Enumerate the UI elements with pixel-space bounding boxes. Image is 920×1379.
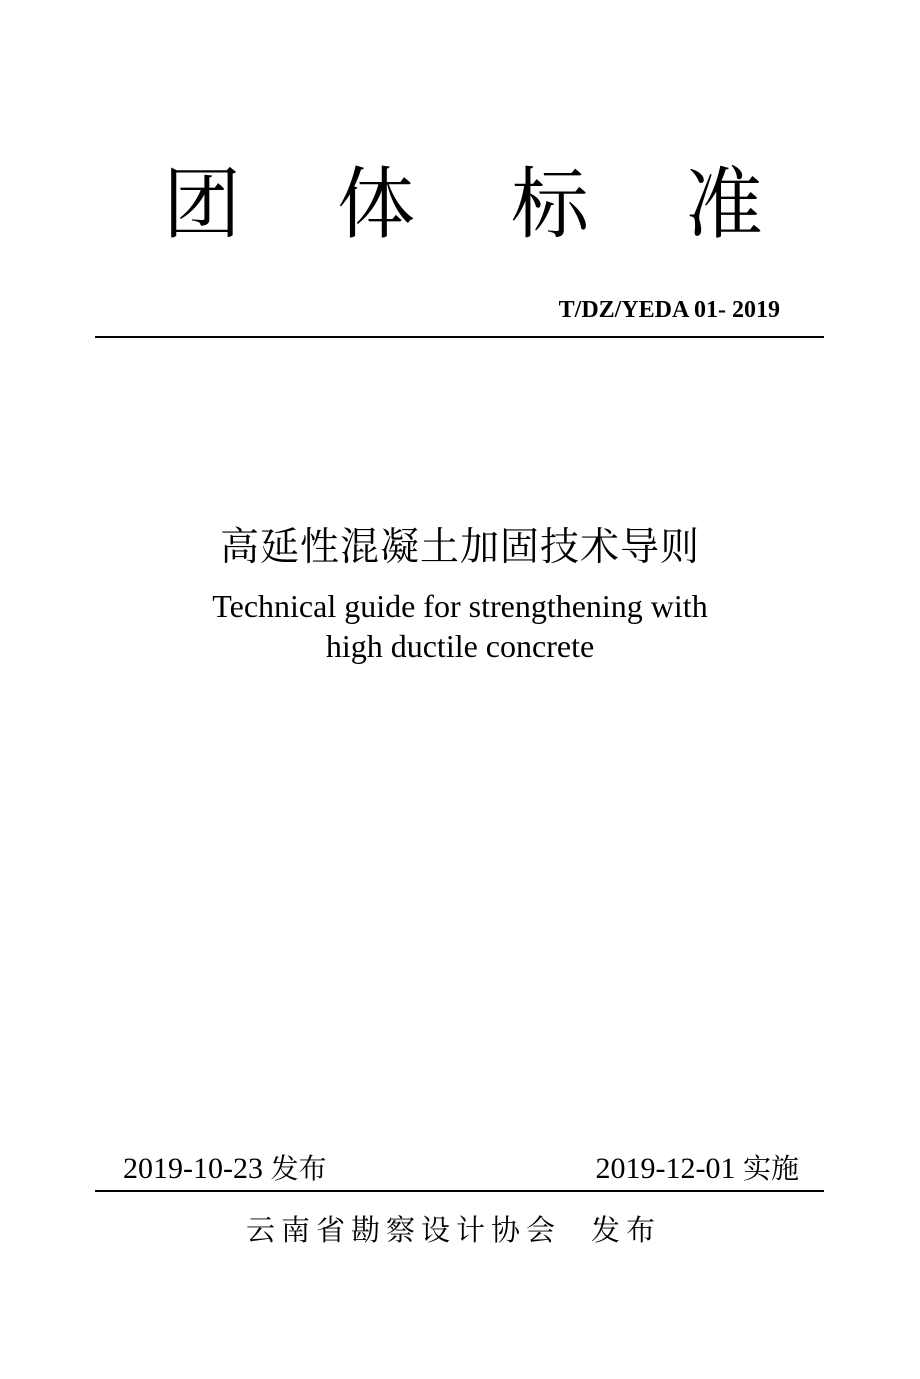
publisher-action: 发布 <box>591 1213 662 1247</box>
document-title-en-line1: Technical guide for strengthening with <box>212 588 708 624</box>
heading-char-4: 准 <box>684 160 763 250</box>
effective-date: 2019-12-01 <box>595 1152 736 1185</box>
document-title-zh: 高延性混凝土加固技术导则 <box>219 525 700 570</box>
top-divider <box>95 336 824 338</box>
heading-char-3: 标 <box>510 160 589 250</box>
standard-code: T/DZ/YEDA 01- 2019 <box>558 297 780 323</box>
release-date: 2019-10-23 <box>123 1152 263 1185</box>
publisher-name: 云南省勘察设计协会 <box>246 1213 562 1247</box>
bottom-divider <box>95 1190 824 1192</box>
heading-char-1: 团 <box>163 160 242 250</box>
release-label: 发布 <box>270 1152 327 1185</box>
document-title-en-line2: high ductile concrete <box>325 628 595 664</box>
date-row <box>123 1150 799 1188</box>
release-date-block <box>123 1150 327 1188</box>
effective-date-block <box>596 1150 800 1188</box>
document-title-en <box>0 586 920 666</box>
effective-label: 实施 <box>742 1152 799 1185</box>
document-type-heading <box>163 160 763 250</box>
publisher-line <box>246 1208 661 1252</box>
heading-char-2: 体 <box>336 160 415 250</box>
